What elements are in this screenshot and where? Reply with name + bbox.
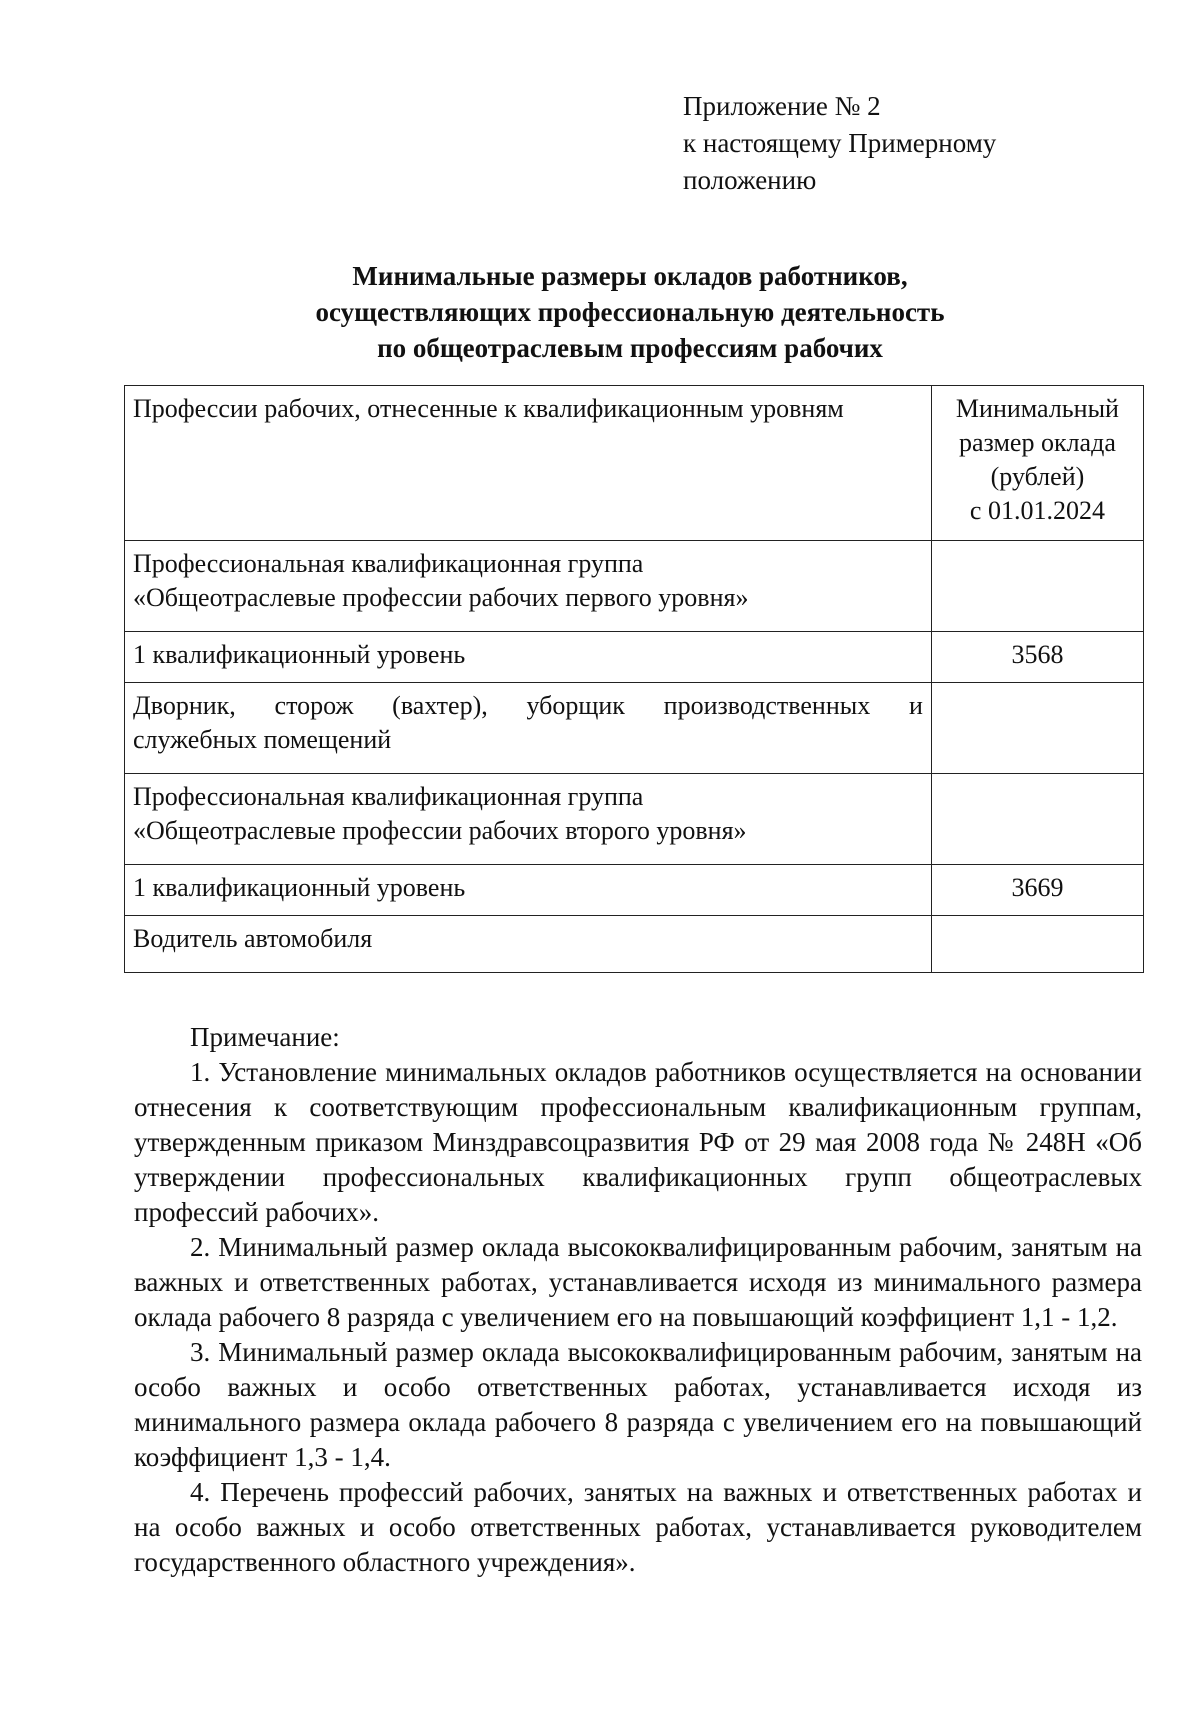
empty-cell xyxy=(931,916,1143,973)
notes-section xyxy=(134,1020,1142,1580)
group-1-professions-line-2: служебных помещений xyxy=(133,725,392,754)
empty-cell xyxy=(931,683,1143,774)
table-row xyxy=(125,774,1144,865)
group-2-salary: 3669 xyxy=(931,865,1143,916)
group-2-title-line-1: Профессиональная квалификационная группа xyxy=(133,782,644,811)
title-line-2: осуществляющих профессиональную деятельность xyxy=(315,297,945,327)
note-item-1: 1. Установление минимальных окладов работников осуществляется на основании отнесения к соответствующим профессиональным квалификационным группам, утвержденным приказом Минздравсоцразвития РФ от 29 мая 2008 года № 248Н «Об утверждении профессиональных квалификационных групп общеотраслевых профессий рабочих». xyxy=(134,1057,1142,1227)
appendix-line-2: к настоящему Примерному xyxy=(683,128,997,158)
header-professions: Профессии рабочих, отнесенные к квалификационным уровням xyxy=(125,386,932,541)
group-2-professions: Водитель автомобиля xyxy=(125,916,932,973)
table-row xyxy=(125,541,1144,632)
note-item-4: 4. Перечень профессий рабочих, занятых на важных и ответственных работах и на особо важных и особо ответственных работах, устанавливается руководителем государственного областного учреждения». xyxy=(134,1477,1142,1577)
group-1-title-line-1: Профессиональная квалификационная группа xyxy=(133,549,644,578)
table-row xyxy=(125,632,1144,683)
appendix-reference xyxy=(683,88,996,199)
group-1-title xyxy=(125,541,932,632)
table-header-row xyxy=(125,386,1144,541)
group-2-title-line-2: «Общеотраслевые профессии рабочих второго уровня» xyxy=(133,816,747,845)
title-line-3: по общеотраслевым профессиям рабочих xyxy=(377,333,883,363)
group-1-professions xyxy=(125,683,932,774)
table-row xyxy=(125,865,1144,916)
appendix-line-3: положению xyxy=(683,165,817,195)
document-title xyxy=(120,258,1140,366)
note-item-2: 2. Минимальный размер оклада высококвалифицированным рабочим, занятым на важных и ответственных работах, устанавливается исходя из минимального размера оклада рабочего 8 разряда с увеличением его на повышающий коэффициент 1,1 - 1,2. xyxy=(134,1232,1142,1332)
title-line-1: Минимальные размеры окладов работников, xyxy=(352,261,908,291)
salary-table xyxy=(124,385,1144,973)
table-row xyxy=(125,916,1144,973)
notes-heading: Примечание: xyxy=(190,1022,340,1052)
header-salary-line-2: размер оклада xyxy=(959,428,1116,457)
group-1-professions-line-1: Дворник, сторож (вахтер), уборщик производственных и xyxy=(133,691,923,720)
note-item-3: 3. Минимальный размер оклада высококвалифицированным рабочим, занятым на особо важных и особо ответственных работах, устанавливается исходя из минимального размера оклада рабочего 8 разряда с увеличением его на повышающий коэффициент 1,3 - 1,4. xyxy=(134,1337,1142,1472)
group-2-level: 1 квалификационный уровень xyxy=(125,865,932,916)
group-1-title-line-2: «Общеотраслевые профессии рабочих первого уровня» xyxy=(133,583,749,612)
group-1-level: 1 квалификационный уровень xyxy=(125,632,932,683)
header-salary xyxy=(931,386,1143,541)
empty-cell xyxy=(931,541,1143,632)
group-1-salary: 3568 xyxy=(931,632,1143,683)
table-row xyxy=(125,683,1144,774)
header-salary-line-3: (рублей) xyxy=(990,462,1085,491)
group-2-title xyxy=(125,774,932,865)
header-salary-line-1: Минимальный xyxy=(955,394,1119,423)
appendix-line-1: Приложение № 2 xyxy=(683,91,881,121)
header-salary-line-4: с 01.01.2024 xyxy=(969,496,1105,525)
empty-cell xyxy=(931,774,1143,865)
